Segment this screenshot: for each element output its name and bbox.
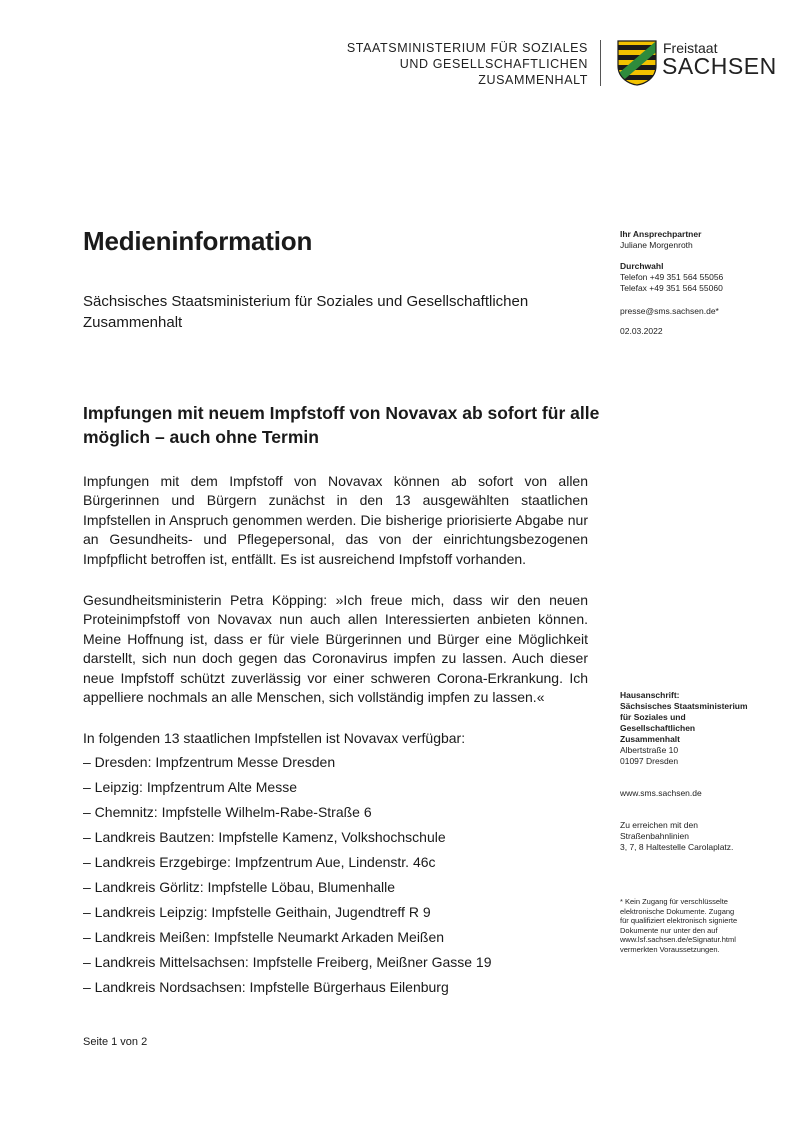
list-item: – Landkreis Meißen: Impfstelle Neumarkt Arkaden Meißen	[83, 929, 445, 945]
footnote-line: Dokumente nur unter den auf	[620, 925, 718, 935]
fax-number: Telefax +49 351 564 55060	[620, 283, 723, 293]
address-org-line: Gesellschaftlichen	[620, 723, 696, 733]
list-item: – Landkreis Görlitz: Impfstelle Löbau, Blumenhalle	[83, 879, 396, 895]
body-paragraph-1: Impfungen mit dem Impfstoff von Novavax können ab sofort von allen Bürgerinnen und Bürgern zunächst in den 13 ausgewählten staatlichen Impfstellen in Anspruch genommen werden. Die bisherige priorisierte Abgabe nur an Gesundheits- und Pflegepersonal, das von der einrichtungsbezogenen Impfpflicht betroffen ist, entfällt. Es ist ausreichend Impfstoff vorhanden.	[83, 473, 588, 567]
list-item: – Dresden: Impfzentrum Messe Dresden	[83, 754, 336, 770]
footnote-line: elektronische Dokumente. Zugang	[620, 906, 735, 916]
footnote-line: für qualifiziert elektronisch signierte	[620, 916, 738, 926]
address-org-line: Sächsisches Staatsministerium	[620, 701, 748, 711]
list-intro: In folgenden 13 staatlichen Impfstellen ist Novavax verfügbar:	[83, 730, 466, 746]
sidebar-contact	[620, 229, 790, 251]
contact-label: Ihr Ansprechpartner	[620, 229, 702, 239]
list-item: – Landkreis Nordsachsen: Impfstelle Bürgerhaus Eilenburg	[83, 979, 449, 995]
body-paragraph-2: Gesundheitsministerin Petra Köpping: »Ich freue mich, dass wir den neuen Proteinimpfstoff von Novavax nun auch allen Interessierten anbieten können. Meine Hoffnung ist, dass er für viele Bürgerinnen und Bürger eine Möglichkeit darstellt, sich nun doch gegen das Coronavirus impfen zu lassen. Auch dieser neue Impfstoff schützt zuverlässig vor einer schweren Corona-Erkrankung. Ich appelliere nochmals an alle Menschen, sich vollständig impfen zu lassen.«	[83, 592, 588, 706]
transport-line: 3, 7, 8 Haltestelle Carolaplatz.	[620, 842, 734, 852]
list-item: – Landkreis Mittelsachsen: Impfstelle Freiberg, Meißner Gasse 19	[83, 954, 492, 970]
press-headline: Impfungen mit neuem Impfstoff von Novavax ab sofort für alle möglich – auch ohne Termin	[83, 403, 600, 447]
footnote-line: vermerkten Voraussetzungen.	[620, 944, 720, 954]
address-street: Albertstraße 10	[620, 745, 679, 755]
ministry-line: STAATSMINISTERIUM FÜR SOZIALES	[346, 41, 588, 55]
ministry-line: ZUSAMMENHALT	[478, 73, 588, 87]
list-item: – Landkreis Erzgebirge: Impfzentrum Aue, Lindenstr. 46c	[83, 854, 436, 870]
list-item: – Leipzig: Impfzentrum Alte Messe	[83, 779, 297, 795]
list-item: – Landkreis Bautzen: Impfstelle Kamenz, Volkshochschule	[83, 829, 446, 845]
sidebar-date	[620, 326, 790, 337]
header-divider	[600, 40, 601, 86]
saxony-crest-icon	[617, 40, 657, 86]
list-item: – Landkreis Leipzig: Impfstelle Geithain, Jugendtreff R 9	[83, 904, 431, 920]
sidebar-footnote	[620, 897, 790, 955]
brand-sachsen: SACHSEN	[662, 53, 777, 79]
address-org-line: Zusammenhalt	[620, 734, 680, 744]
document-title: Medieninformation	[83, 226, 313, 256]
sidebar-transport	[620, 820, 790, 853]
sidebar-address	[620, 690, 790, 767]
contact-name: Juliane Morgenroth	[620, 240, 693, 250]
footnote-link[interactable]: www.lsf.sachsen.de/eSignatur.html	[620, 935, 736, 945]
phone-number: Telefon +49 351 564 55056	[620, 272, 724, 282]
address-org-line: für Soziales und	[620, 712, 686, 722]
page-number: Seite 1 von 2	[83, 1036, 148, 1048]
sidebar-email	[620, 306, 790, 317]
ministry-line: UND GESELLSCHAFTLICHEN	[399, 57, 588, 71]
release-date: 02.03.2022	[620, 326, 663, 336]
phone-label: Durchwahl	[620, 261, 664, 271]
brand-freistaat: Freistaat	[663, 40, 718, 56]
ministry-name	[330, 40, 588, 88]
email-link[interactable]: presse@sms.sachsen.de*	[620, 306, 719, 316]
list-item: – Chemnitz: Impfstelle Wilhelm-Rabe-Straße 6	[83, 804, 372, 820]
document-subtitle: Sächsisches Staatsministerium für Soziales und Gesellschaftlichen Zusammenhalt	[83, 293, 529, 331]
sidebar-website	[620, 788, 790, 799]
transport-line: Zu erreichen mit den	[620, 820, 698, 830]
address-label: Hausanschrift:	[620, 690, 680, 700]
transport-line: Straßenbahnlinien	[620, 831, 689, 841]
address-city: 01097 Dresden	[620, 756, 679, 766]
footnote-line: * Kein Zugang für verschlüsselte	[620, 897, 728, 906]
sidebar-phone	[620, 261, 790, 294]
website-link[interactable]: www.sms.sachsen.de	[620, 788, 702, 798]
